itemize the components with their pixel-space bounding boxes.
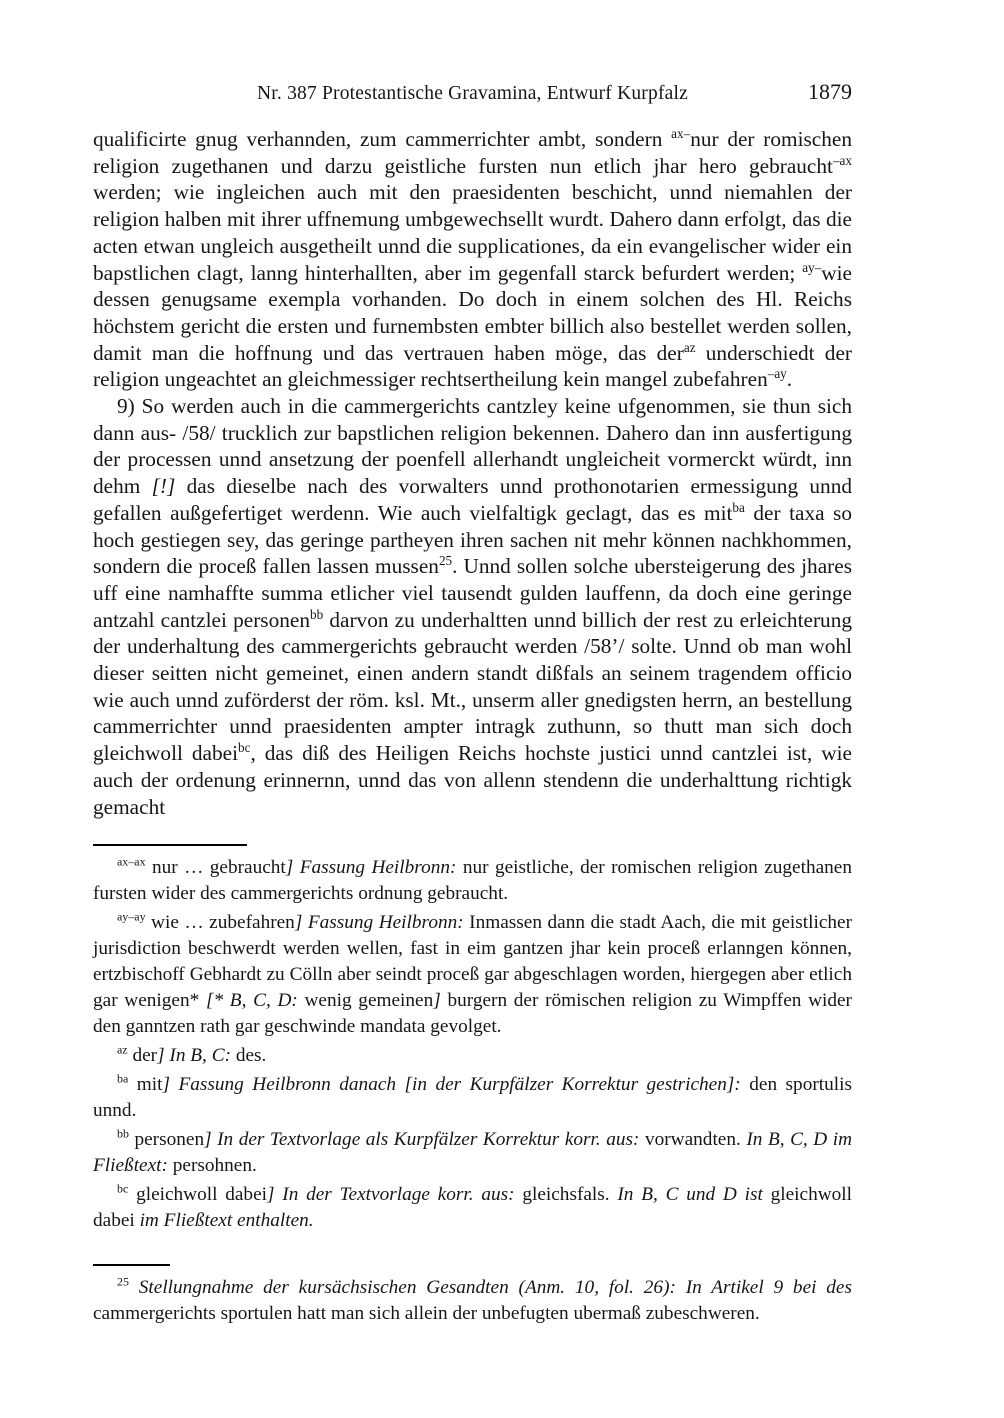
footnote-separator-rule [93,1264,170,1266]
main-text [93,126,852,820]
page-number: 1879 [808,79,852,104]
apparatus-separator-rule [93,844,247,846]
apparatus-note-bc: $^{bc}$ gleichwoll dabei] In der Textvorlage korr. aus: gleichsfals. In B, C und D ist gleichwoll dabei im Fließtext enthalten. [93,1181,852,1232]
running-header [93,79,852,112]
footnote-25: $^{25}$ Stellungnahme der kursächsischen Gesandten (Anm. 10, fol. 26): In Artikel 9 bei des cammergerichts sportulen hatt man sich allein der unbefugten ubermaß zubeschweren. [93,1274,852,1325]
apparatus-note-ba: $^{ba}$ mit] Fassung Heilbronn danach [in der Kurpfälzer Korrektur gestrichen]: den sportulis unnd. [93,1071,852,1122]
critical-apparatus [93,844,852,1234]
apparatus-note-bb: $^{bb}$ personen] In der Textvorlage als Kurpfälzer Korrektur korr. aus: vorwandten. In B, C, D im Fließtext: persohnen. [93,1126,853,1177]
text-paragraph-article-9: 9) So werden auch in die cammergerichts cantzley keine ufgenommen, sie thun sich dann aus- /58/ trucklich zur bapstlichen religion bekennen. Dahero dan inn ausfertigung der processen unnd ansetzung der poenfell allerhandt ungleicheit vormerckt würdt, inn dehm [!] das dieselbe nach des vorwalters unnd prothonotarien ermessigung unnd gefallen außgefertiget werdenn. Wie auch vielfaltigk geclagt, das es mit$^{ba}$ der taxa so hoch gestiegen sey, das geringe partheyen ihren sachen nit mehr können nachkhommen, sondern die proceß fallen lassen mussen$^{25}$. Unnd sollen solche ubersteigerung des jhares uff eine namhaffte summa etlicher viel tausendt gulden lauffenn, da doch eine geringe antzahl cantzlei personen$^{bb}$ darvon zu underhaltten unnd billich der rest zu erleichterung der underhaltung des cammergerichts gebraucht werden /58’/ solte. Unnd ob man wohl dieser seitten nicht gemeinet, einen andern standt dißfals an seinem tragendem officio wie auch unnd zuförderst der röm. ksl. Mt., unserm aller gnedigsten herrn, an bestellung cammerrichter unnd praesidenten ampter intragk zuthunn, so thutt man sich doch gleichwoll dabei$^{bc}$, das diß des Heiligen Reichs hochste justici unnd cantzlei ist, wie auch der ordenung erinnernn, unnd das von allenn stendenn die underhalttung richtigk gemacht [93,394,853,819]
apparatus-note-ay: $^{ay-ay}$ wie … zubefahren] Fassung Heilbronn: Inmassen dann die stadt Aach, die mit geistlicher jurisdiction beschwerdt werden wellen, fast in eim gantzen jhar kein proceß erlanngen können, ertzbischoff Gebhardt zu Cölln aber seindt proceß gar abgeschlagen worden, hiergegen aber etlich gar wenigen* [* B, C, D: wenig gemeinen] burgern der römischen religion zu Wimpffen wider den ganntzen rath gar geschwinde mandata gevolget. [93,909,853,1038]
numbered-footnotes [93,1264,852,1327]
apparatus-note-ax: $^{ax-ax}$ nur … gebraucht] Fassung Heilbronn: nur geistliche, der romischen religion zugethanen fursten wider des cammergerichts ordnung gebraucht. [93,854,853,905]
apparatus-note-az: $^{az}$ der] In B, C: des. [117,1042,267,1067]
running-header-title: Nr. 387 Protestantische Gravamina, Entwurf Kurpfalz [257,83,688,104]
text-paragraph-continuation: qualificirte gnug verhannden, zum cammerrichter ambt, sondern $^{ax-}$nur der romischen religion zugethanen und darzu geistliche fursten nun etlich jhar hero gebraucht$^{-ax}$ werden; wie ingleichen auch mit den praesidenten beschicht, unnd niemahlen der religion halben mit ihrer uffnemung umbgewechsellt wurdt. Dahero dann erfolgt, das die acten etwan ungleich ausgetheilt unnd die supplicationes, da ein evangelischer wider ein bapstlichen clagt, lanng hinterhallten, aber im gegenfall starck befurdert werden; $^{ay-}$wie dessen genugsame exempla vorhanden. Do doch in einem solchen des Hl. Reichs höchstem gericht die ersten und furnembsten embter billich also bestellet werden sollen, damit man die hoffnung und das vertrauen haben möge, das der$^{az}$ underschiedt der religion ungeachtet an gleichmessiger rechtsertheilung kein mangel zubefahren$^{-ay}$. [93,125,852,392]
